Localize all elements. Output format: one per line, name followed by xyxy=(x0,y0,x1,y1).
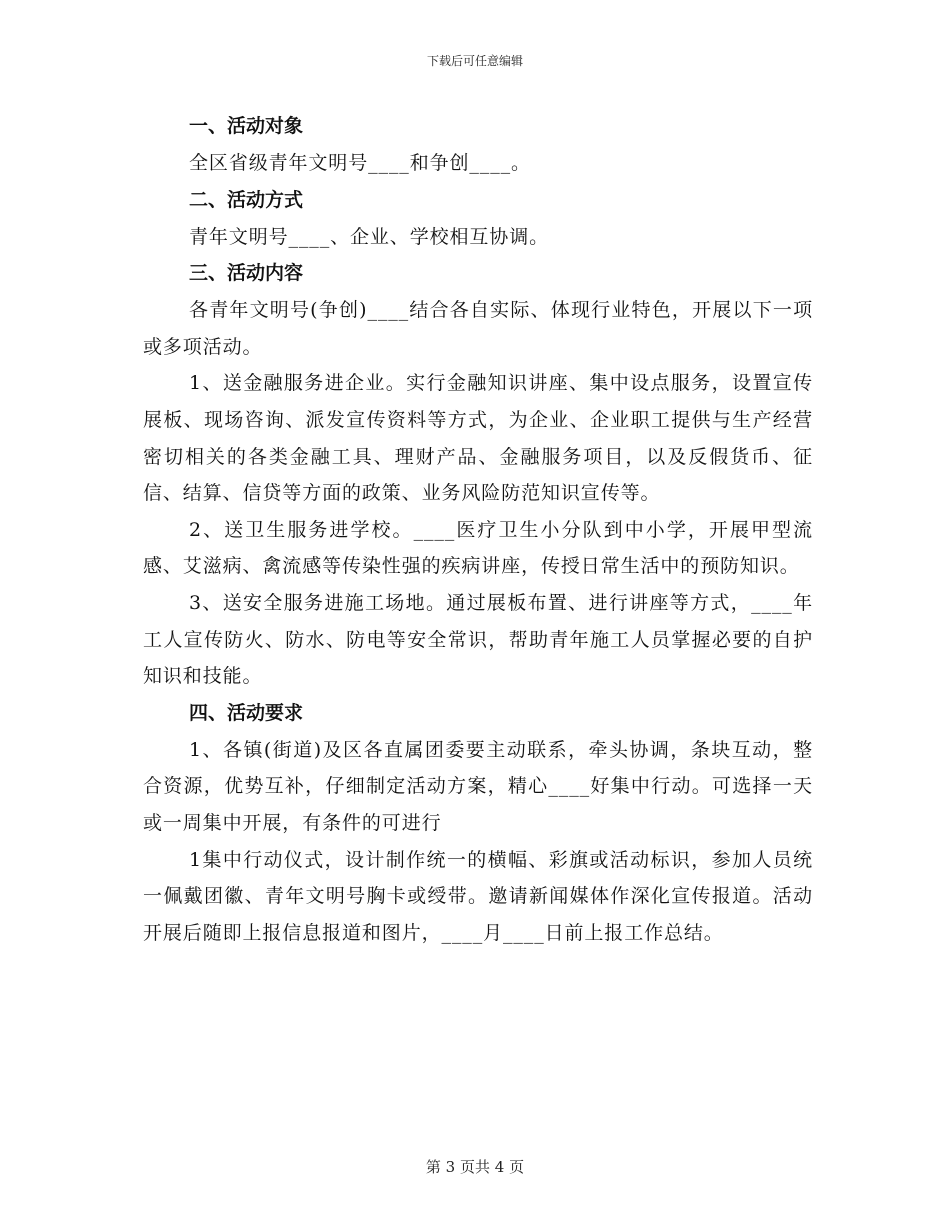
section-heading-3: 三、活动内容 xyxy=(189,262,304,285)
section-2-paragraph-1: 青年文明号____、企业、学校相互协调。 xyxy=(189,225,550,248)
section-3-paragraph-3: 2、送卫生服务进学校。____医疗卫生小分队到中小学，开展甲型流感、艾滋病、禽流感等传染性强的疾病讲座，传授日常生活中的预防知识。 xyxy=(143,518,813,578)
section-heading-1: 一、活动对象 xyxy=(189,115,304,137)
section-4-paragraph-2: 1集中行动仪式，设计制作统一的横幅、彩旗或活动标识，参加人员统一佩戴团徽、青年文明号胸卡或绶带。邀请新闻媒体作深化宣传报道。活动开展后随即上报信息报道和图片，____月____日前上报工作总结。 xyxy=(143,848,813,944)
document-body xyxy=(143,108,813,951)
section-heading-2: 二、活动方式 xyxy=(189,188,304,211)
section-4-paragraph-1: 1、各镇(街道)及区各直属团委要主动联系，牵头协调，条块互动，整合资源，优势互补，仔细制定活动方案，精心____好集中行动。可选择一天或一周集中开展，有条件的可进行 xyxy=(143,738,813,834)
section-3-paragraph-4: 3、送安全服务进施工场地。通过展板布置、进行讲座等方式，____年工人宣传防火、防水、防电等安全常识，帮助青年施工人员掌握必要的自护知识和技能。 xyxy=(143,591,813,688)
section-1-paragraph-1: 全区省级青年文明号____和争创____。 xyxy=(189,152,531,174)
section-heading-4: 四、活动要求 xyxy=(189,701,304,724)
page-footer: 第 3 页共 4 页 xyxy=(425,1158,525,1176)
section-3-paragraph-1: 各青年文明号(争创)____结合各自实际、体现行业特色，开展以下一项或多项活动。 xyxy=(143,299,813,358)
section-3-paragraph-2: 1、送金融服务进企业。实行金融知识讲座、集中设点服务，设置宣传展板、现场咨询、派发宣传资料等方式，为企业、企业职工提供与生产经营密切相关的各类金融工具、理财产品、金融服务项目，以及反假货币、征信、结算、信贷等方面的政策、业务风险防范知识宣传等。 xyxy=(143,372,813,505)
page-header: 下载后可任意编辑 xyxy=(426,54,523,68)
